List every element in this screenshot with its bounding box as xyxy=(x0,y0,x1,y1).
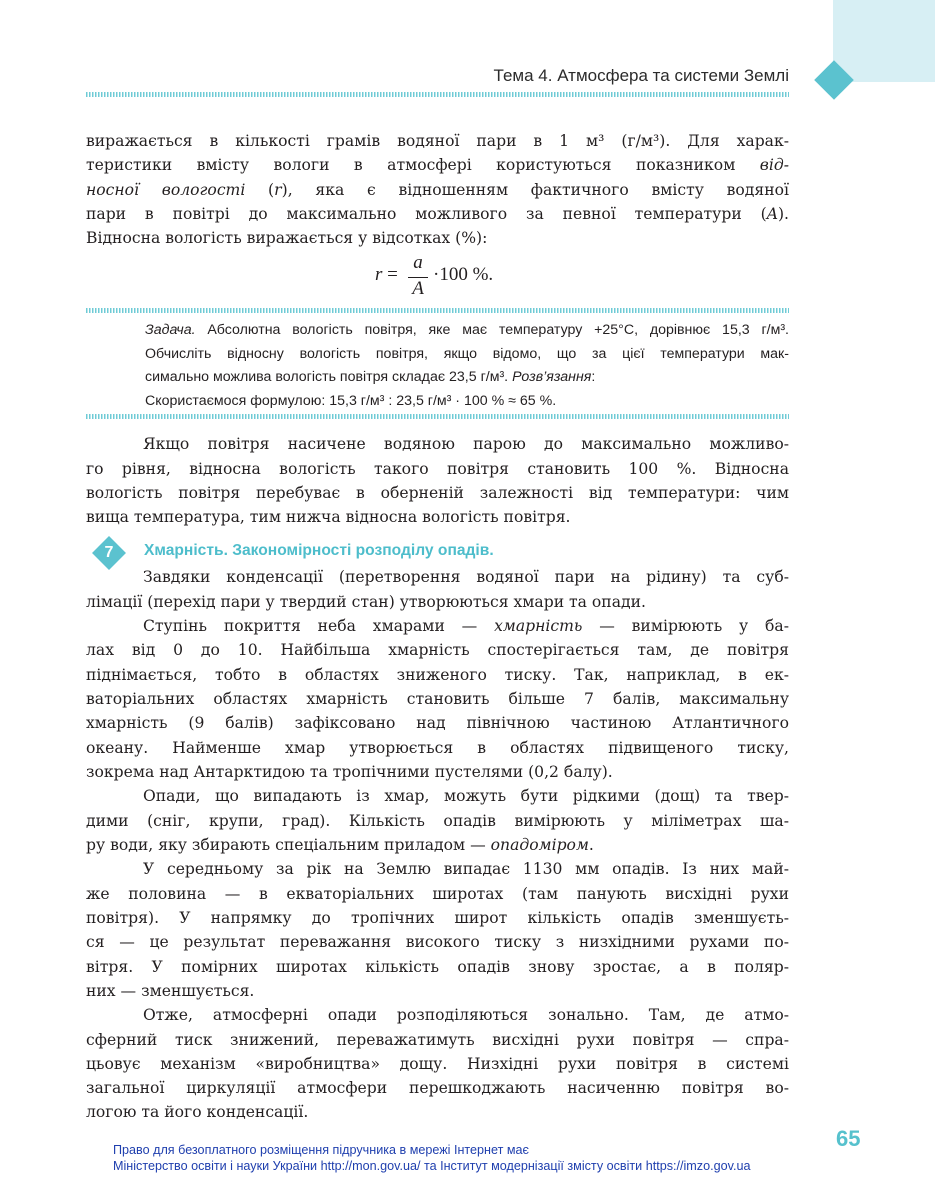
body-line: Ступінь покриття неба хмарами — хмарність — вимірюють у ба- xyxy=(143,617,790,635)
task-divider-bottom xyxy=(86,414,789,419)
body-line: Отже, атмосферні опади розподіляються зонально. Там, де атмо- xyxy=(143,1006,789,1024)
footer-notice: Право для безоплатного розміщення підручника в мережі Інтернет має xyxy=(113,1143,529,1157)
corner-tab xyxy=(833,0,935,82)
body-line: цьовує механізм «виробництва» дощу. Низхідні рухи повітря в системі xyxy=(86,1055,789,1073)
body-line: загальної циркуляції атмосфери перешкоджають насиченню повітря во- xyxy=(86,1079,789,1097)
body-line: піднімається, тобто в областях зниженого тиску. Так, наприклад, в ек- xyxy=(86,666,789,684)
body-line: лах від 0 до 10. Найбільша хмарність спостерігається там, де повітря xyxy=(86,641,789,659)
body-line: же половина — в екваторіальних широтах (там панують висхідні рухи xyxy=(86,885,789,903)
body-line: ваторіальних областях хмарність становить більше 7 балів, максимальну xyxy=(86,690,789,708)
body-line: У середньому за рік на Землю випадає 1130 мм опадів. Із них май- xyxy=(143,860,789,878)
task-divider-top xyxy=(86,308,789,313)
section-title: Хмарність. Закономірності розподілу опадів. xyxy=(144,542,494,559)
body-line: пари в повітрі до максимально можливого за певної температури (A). xyxy=(86,205,789,223)
header-divider xyxy=(86,92,789,97)
body-line: дими (сніг, крупи, град). Кількість опадів вимірюють у міліметрах ша- xyxy=(86,812,789,830)
task-line: Задача. Абсолютна вологість повітря, яке має температуру +25°С, дорівнює 15,3 г/м³. xyxy=(145,322,789,338)
section-number: 7 xyxy=(104,544,114,561)
body-line: Якщо повітря насичене водяною парою до максимально можливо- xyxy=(143,435,789,453)
body-line: теристики вмісту вологи в атмосфері користуються показником від- xyxy=(86,156,789,174)
body-line: ру води, яку збирають спеціальним приладом — опадоміром. xyxy=(86,836,594,854)
body-line: логою та його конденсації. xyxy=(86,1103,309,1121)
footer-links: Міністерство освіти і науки України http://mon.gov.ua/ та Інститут модернізації змісту освіти https://imzo.gov.ua xyxy=(113,1159,751,1173)
running-header: Тема 4. Атмосфера та системи Землі xyxy=(493,66,789,85)
body-line: лімації (перехід пари у твердий стан) утворюються хмари та опади. xyxy=(86,593,646,611)
body-line: Опади, що випадають із хмар, можуть бути рідкими (дощ) та твер- xyxy=(143,787,789,805)
task-line: Скористаємося формулою: 15,3 г/м³ : 23,5 г/м³ · 100 % ≈ 65 %. xyxy=(145,393,557,409)
fraction-denominator: A xyxy=(412,278,424,299)
body-line: повітря). У напрямку до тропічних широт кількість опадів зменшуєть- xyxy=(86,909,789,927)
body-line: зокрема над Антарктидою та тропічними пустелями (0,2 балу). xyxy=(86,763,613,781)
body-line: океану. Найменше хмар утворюється в областях підвищеного тиску, xyxy=(86,739,789,757)
body-line: вітря. У помірних широтах кількість опадів знову зростає, а в поляр- xyxy=(86,958,789,976)
body-line: го рівня, відносна вологість такого повітря становить 100 %. Відносна xyxy=(86,460,789,478)
body-line: виражається в кількості грамів водяної пари в 1 м³ (г/м³). Для харак- xyxy=(86,132,789,150)
body-line: вища температура, тим нижча відносна вологість повітря. xyxy=(86,508,571,526)
body-line: ся — це результат переважання високого тиску з низхідними рухами по- xyxy=(86,933,789,951)
body-line: вологість повітря перебуває в оберненій залежності від температури: чим xyxy=(86,484,789,502)
body-line: хмарність (9 балів) зафіксовано над північною частиною Атлантичного xyxy=(86,714,789,732)
task-line: симально можлива вологість повітря складає 23,5 г/м³. Розв’язання: xyxy=(145,369,596,385)
body-line: сферний тиск знижений, переважатимуть висхідні рухи повітря — спра- xyxy=(86,1031,789,1049)
body-line: Відносна вологість виражається у відсотках (%): xyxy=(86,229,488,247)
body-line: Завдяки конденсації (перетворення водяної пари на рідину) та суб- xyxy=(143,568,789,586)
page-number: 65 xyxy=(836,1126,861,1151)
body-line: носної вологості (r), яка є відношенням фактичного вмісту водяної xyxy=(86,181,789,199)
body-line: них — зменшується. xyxy=(86,982,255,1000)
task-line: Обчисліть відносну вологість повітря, якщо відомо, що за цієї температури мак- xyxy=(145,346,789,362)
fraction-numerator: a xyxy=(413,252,423,273)
